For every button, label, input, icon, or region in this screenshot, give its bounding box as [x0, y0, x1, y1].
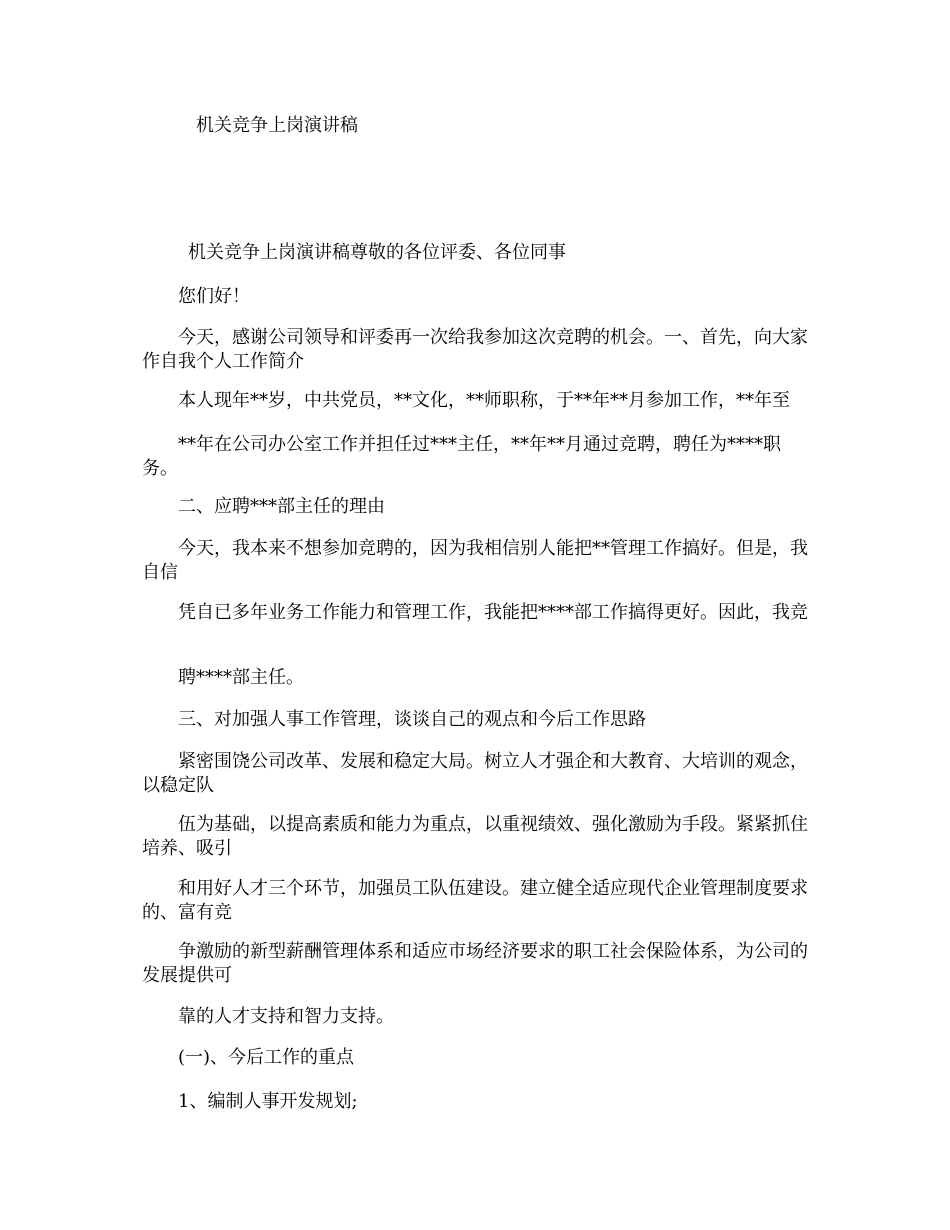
paragraph-heading-2: 二、应聘***部主任的理由 — [178, 496, 385, 517]
paragraph-strategy-2: 伍为基础，以提高素质和能力为重点，以重视绩效、强化激励为手段。紧紧抓住培养、吸引 — [142, 814, 808, 859]
paragraph-salutation: 机关竞争上岗演讲稿尊敬的各位评委、各位同事 — [188, 242, 566, 263]
paragraph-strategy-5: 靠的人才支持和智力支持。 — [178, 1006, 394, 1027]
paragraph-reason-1: 今天，我本来不想参加竞聘的，因为我相信别人能把**管理工作搞好。但是，我自信 — [142, 538, 808, 583]
paragraph-reason-3: 聘****部主任。 — [178, 667, 304, 688]
paragraph-greeting: 您们好！ — [178, 286, 250, 307]
paragraph-strategy-1: 紧密围饶公司改革、发展和稳定大局。树立人才强企和大教育、大培训的观念，以稳定队 — [142, 751, 808, 796]
paragraph-item-1: 1、编制人事开发规划; — [178, 1091, 358, 1112]
paragraph-strategy-3: 和用好人才三个环节，加强员工队伍建设。建立健全适应现代企业管理制度要求的、富有竞 — [142, 878, 808, 923]
paragraph-profile-1: 本人现年**岁，中共党员，**文化，**师职称，于**年**月参加工作，**年至 — [178, 390, 790, 411]
paragraph-profile-2: **年在公司办公室工作并担任过***主任，**年**月通过竞聘，聘任为****职务。 — [142, 434, 781, 479]
paragraph-reason-2: 凭自已多年业务工作能力和管理工作，我能把****部工作搞得更好。因此，我竞 — [178, 602, 808, 623]
paragraph-strategy-4: 争激励的新型薪酬管理体系和适应市场经济要求的职工社会保险体系，为公司的发展提供可 — [142, 941, 808, 986]
paragraph-thanks: 今天，感谢公司领导和评委再一次给我参加这次竞聘的机会。一、首先，向大家作自我个人工作简介 — [142, 327, 808, 372]
paragraph-heading-3: 三、对加强人事工作管理，谈谈自己的观点和今后工作思路 — [178, 709, 646, 730]
document-title: 机关竞争上岗演讲稿 — [196, 115, 358, 136]
paragraph-subheading-1: (一)、今后工作的重点 — [178, 1047, 355, 1068]
